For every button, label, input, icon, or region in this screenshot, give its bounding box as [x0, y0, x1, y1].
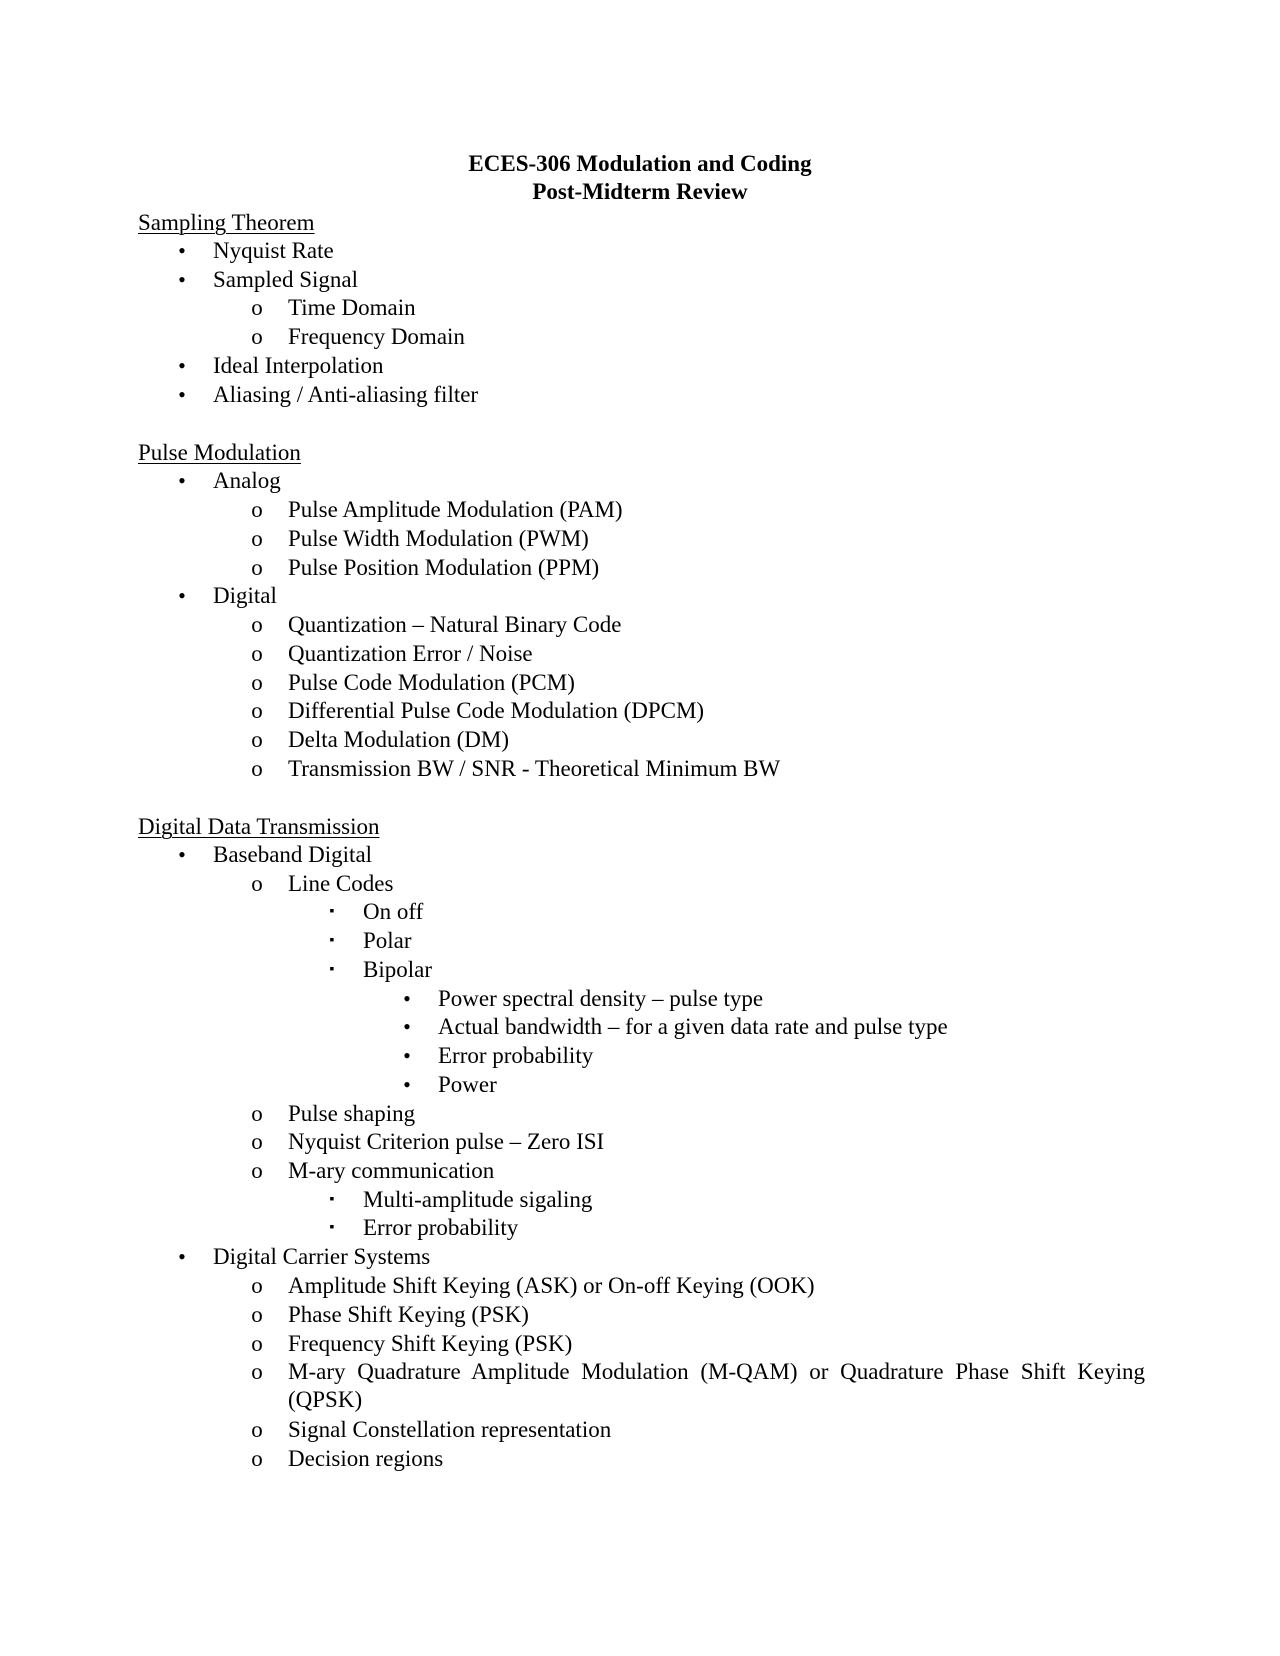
list-item: Signal Constellation representation: [288, 1417, 612, 1442]
square-bullet-marker: ▪: [329, 933, 335, 948]
list-item: M-ary communication: [288, 1158, 495, 1183]
list-item: Multi-amplitude sigaling: [363, 1187, 593, 1212]
list-item: Quantization Error / Noise: [288, 641, 533, 666]
bullet-marker: •: [178, 353, 186, 378]
list-item: Digital Carrier Systems: [213, 1244, 431, 1269]
bullet-marker: •: [178, 382, 186, 407]
list-item: Frequency Domain: [288, 324, 465, 349]
list-item: Pulse Amplitude Modulation (PAM): [288, 497, 623, 522]
section-heading-sampling: Sampling Theorem: [138, 210, 315, 235]
sub-bullet-marker: o: [251, 641, 263, 666]
sub-bullet-marker: o: [251, 871, 263, 896]
sub-bullet-marker: o: [251, 295, 263, 320]
list-item: Power spectral density – pulse type: [438, 986, 764, 1011]
list-item: Error probability: [438, 1043, 594, 1068]
section-heading-digital-data-transmission: Digital Data Transmission: [138, 814, 380, 839]
list-item: Analog: [213, 468, 281, 493]
bullet-marker: •: [403, 1014, 411, 1039]
list-item: On off: [363, 899, 424, 924]
list-item: Frequency Shift Keying (PSK): [288, 1331, 573, 1356]
sub-bullet-marker: o: [251, 1101, 263, 1126]
sub-bullet-marker: o: [251, 1302, 263, 1327]
sub-bullet-marker: o: [251, 1417, 263, 1442]
list-item: Differential Pulse Code Modulation (DPCM): [288, 698, 705, 723]
list-item: Actual bandwidth – for a given data rate and pulse type: [438, 1014, 948, 1039]
list-item: Polar: [363, 928, 412, 953]
sub-bullet-marker: o: [251, 756, 263, 781]
sub-bullet-marker: o: [251, 324, 263, 349]
list-item: Sampled Signal: [213, 267, 359, 292]
list-item: Nyquist Criterion pulse – Zero ISI: [288, 1129, 605, 1154]
sub-bullet-marker: o: [251, 698, 263, 723]
list-item: Nyquist Rate: [213, 238, 334, 263]
sub-bullet-marker: o: [251, 1446, 263, 1471]
bullet-marker: •: [178, 267, 186, 292]
sub-bullet-marker: o: [251, 555, 263, 580]
list-item: Aliasing / Anti-aliasing filter: [213, 382, 479, 407]
list-item: Time Domain: [288, 295, 416, 320]
square-bullet-marker: ▪: [329, 1220, 335, 1235]
bullet-marker: •: [178, 842, 186, 867]
list-item: Quantization – Natural Binary Code: [288, 612, 622, 637]
bullet-marker: •: [178, 238, 186, 263]
bullet-marker: •: [178, 1244, 186, 1269]
bullet-marker: •: [403, 1072, 411, 1097]
sub-bullet-marker: o: [251, 497, 263, 522]
bullet-marker: •: [178, 468, 186, 493]
square-bullet-marker: ▪: [329, 904, 335, 919]
list-item: Line Codes: [288, 871, 394, 896]
square-bullet-marker: ▪: [329, 962, 335, 977]
list-item: Bipolar: [363, 957, 432, 982]
sub-bullet-marker: o: [251, 1129, 263, 1154]
bullet-marker: •: [403, 986, 411, 1011]
list-item: Ideal Interpolation: [213, 353, 384, 378]
list-item: Decision regions: [288, 1446, 444, 1471]
list-item: Baseband Digital: [213, 842, 373, 867]
sub-bullet-marker: o: [251, 727, 263, 752]
list-item: Delta Modulation (DM): [288, 727, 510, 752]
square-bullet-marker: ▪: [329, 1192, 335, 1207]
sub-bullet-marker: o: [251, 670, 263, 695]
sub-bullet-marker: o: [251, 612, 263, 637]
document-title: ECES-306 Modulation and Coding: [468, 151, 812, 176]
bullet-marker: •: [403, 1043, 411, 1068]
document-subtitle: Post-Midterm Review: [532, 179, 748, 204]
list-item: Pulse Code Modulation (PCM): [288, 670, 575, 695]
list-item: Pulse Position Modulation (PPM): [288, 555, 600, 580]
list-item: Digital: [213, 583, 277, 608]
bullet-marker: •: [178, 583, 186, 608]
sub-bullet-marker: o: [251, 1158, 263, 1183]
sub-bullet-marker: o: [251, 1273, 263, 1298]
list-item: Amplitude Shift Keying (ASK) or On-off Keying (OOK): [288, 1273, 815, 1298]
section-heading-pulse-modulation: Pulse Modulation: [138, 440, 301, 465]
sub-bullet-marker: o: [251, 526, 263, 551]
list-item: Pulse shaping: [288, 1101, 416, 1126]
sub-bullet-marker: o: [251, 1331, 263, 1356]
list-item: Error probability: [363, 1215, 519, 1240]
list-item: Transmission BW / SNR - Theoretical Minimum BW: [288, 756, 781, 781]
list-item: Pulse Width Modulation (PWM): [288, 526, 589, 551]
list-item: Phase Shift Keying (PSK): [288, 1302, 529, 1327]
sub-bullet-marker: o: [251, 1359, 263, 1384]
list-item: M-ary Quadrature Amplitude Modulation (M-QAM) or Quadrature Phase Shift Keying (QPSK): [288, 1359, 1145, 1412]
list-item: Power: [438, 1072, 497, 1097]
